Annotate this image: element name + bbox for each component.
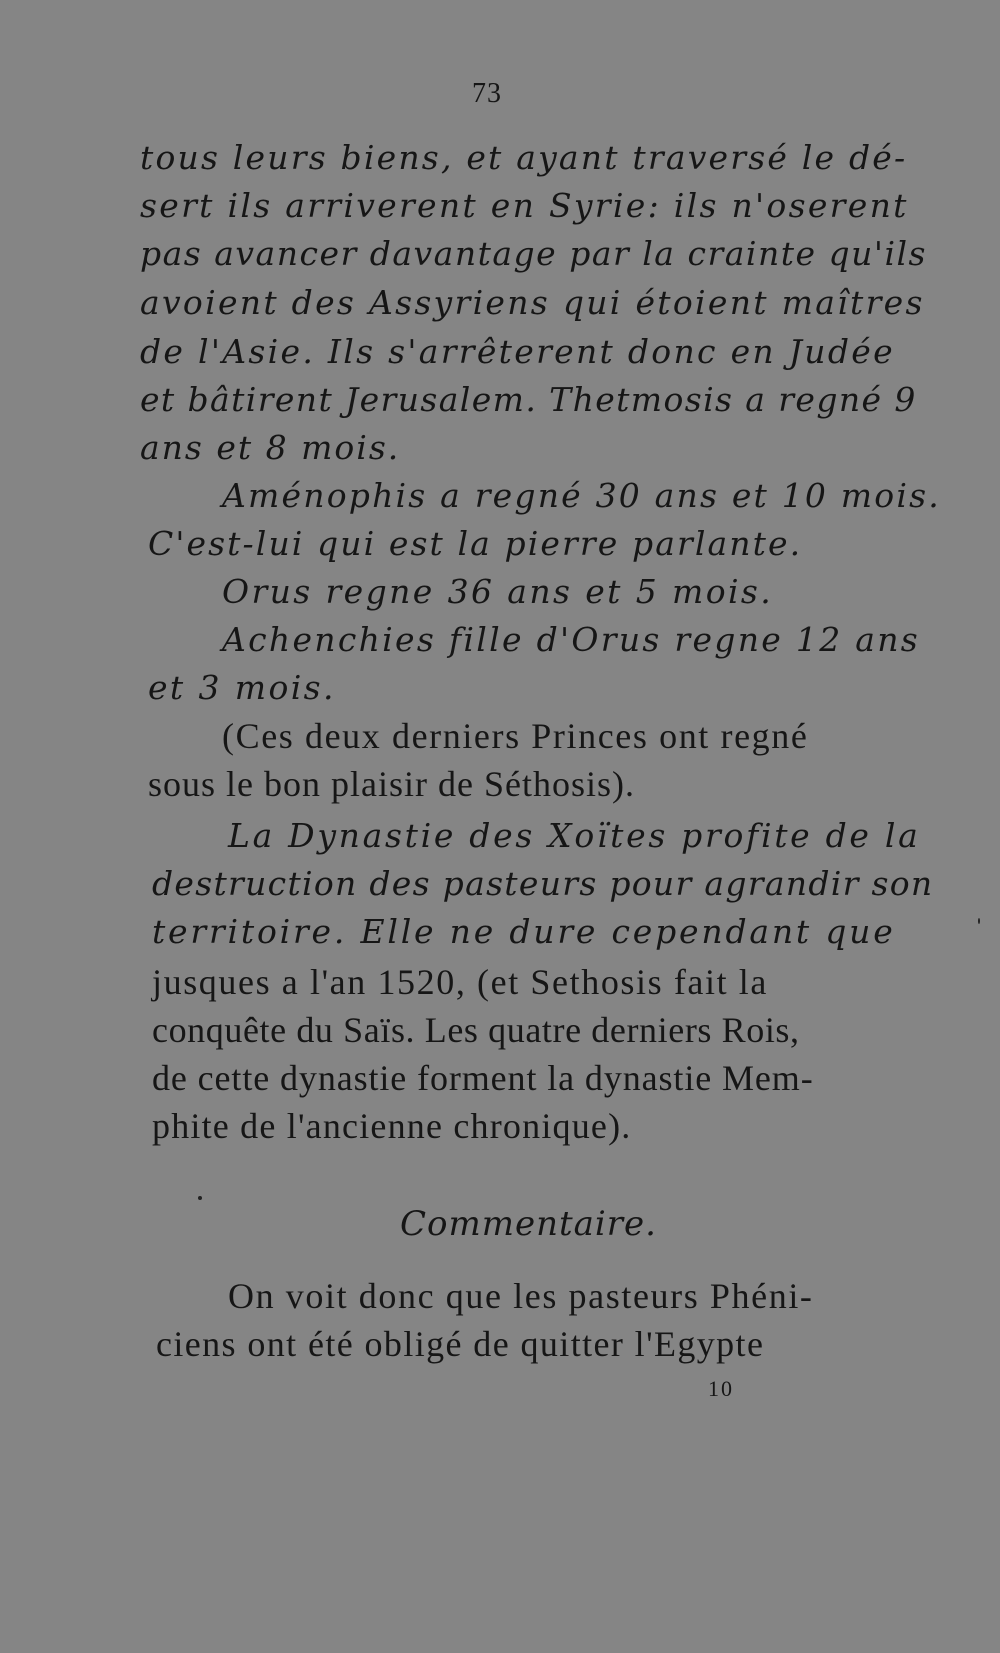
text-line: et 3 mois. xyxy=(148,668,336,707)
text-line: On voit donc que les pasteurs Phéni- xyxy=(228,1276,814,1316)
text-line: tous leurs biens, et ayant traversé le dé- xyxy=(140,138,908,177)
page-number: 73 xyxy=(472,78,502,109)
section-heading: Commentaire. xyxy=(400,1204,657,1244)
text-line: territoire. Elle ne dure cependant que xyxy=(152,912,896,951)
text-line: ciens ont été obligé de quitter l'Egypte xyxy=(156,1324,765,1364)
text-line: Aménophis a regné 30 ans et 10 mois. xyxy=(222,476,941,515)
text-line: conquête du Saïs. Les quatre derniers Rois, xyxy=(152,1010,800,1050)
text-line: pas avancer davantage par la crainte qu'ils xyxy=(140,234,927,273)
text-line: Orus regne 36 ans et 5 mois. xyxy=(222,572,774,611)
scan-speck xyxy=(978,918,980,924)
text-line: destruction des pasteurs pour agrandir son xyxy=(152,864,934,903)
text-line: avoient des Assyriens qui étoient maîtres xyxy=(140,283,925,322)
text-line: C'est-lui qui est la pierre parlante. xyxy=(148,524,803,563)
text-line: de cette dynastie forment la dynastie Mem- xyxy=(152,1058,814,1098)
text-line: sous le bon plaisir de Séthosis). xyxy=(148,764,635,804)
text-line: de l'Asie. Ils s'arrêterent donc en Judée xyxy=(140,332,895,371)
text-line: ans et 8 mois. xyxy=(140,428,401,467)
text-line: sert ils arriverent en Syrie: ils n'oserent xyxy=(140,186,909,225)
text-line: jusques a l'an 1520, (et Sethosis fait la xyxy=(152,962,768,1002)
signature-mark: 10 xyxy=(708,1376,734,1401)
text-line: et bâtirent Jerusalem. Thetmosis a regné 9 xyxy=(140,380,917,419)
text-line: phite de l'ancienne chronique). xyxy=(152,1106,632,1146)
text-line: (Ces deux derniers Princes ont regné xyxy=(222,716,809,756)
scan-speck xyxy=(198,1196,202,1200)
text-line: Achenchies fille d'Orus regne 12 ans xyxy=(222,620,921,659)
text-line: La Dynastie des Xoïtes profite de la xyxy=(228,816,921,855)
